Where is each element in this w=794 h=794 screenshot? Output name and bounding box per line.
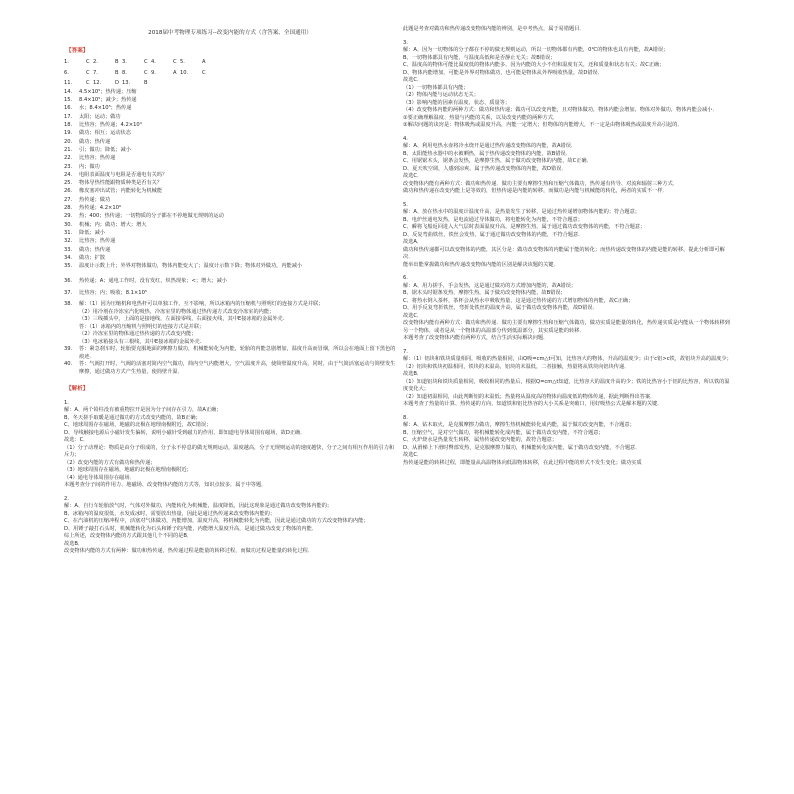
choice-answer: 5. A [180,59,206,66]
analysis-paragraph: （2）铝块和铁块初温相同，铁块的末温高，铝块的末温低，二者接触，热量将从铁块向铝块传递． [403,363,630,370]
answer-line [64,114,396,122]
answer-text: 8.4×10⁵；减少；热传递 [79,97,137,104]
analysis-paragraph: C、瞬将飞船返回进入大气层时表面温度升高，是摩擦生热，属于通过做功改变物体的内能，不符合题意； [403,224,646,230]
analysis-paragraph: 解：A、两个铅柱没有被重物拉开是因为分子间存在引力，故A正确； [64,407,222,414]
analysis-paragraph: B、冰箱内的温度很低，水发成冰时，需要放出热量，因此是通过热传递来改变物体内能的； [64,510,276,517]
answer-text: 水；8.4×10⁵；热传递 [79,105,132,112]
analysis-paragraph: D、夏天吹空调，人感到凉爽，属于热传递改变物体的内能，故D错误． [403,165,567,172]
answer-text: 物体导热性能跟物质种类是否有关？ [79,180,163,187]
analysis-paragraph: B、冬天搓手取暖是通过做功的方式改变内能的，故B正确； [64,414,201,421]
choice-row [64,68,396,78]
question-number: 2. [64,495,69,502]
fill-answers [64,89,396,272]
answer-number: 34. [64,254,73,261]
analysis-paragraph: 热传递是能的转移过程，即能量从高温物体向低温物体转移，在此过程中能的形式不发生变化；做功实质 [403,459,642,466]
answer-line [64,247,396,255]
answer-number: 17. [64,113,73,120]
question-number: 5. [403,201,408,208]
answer-number: 36. [64,278,73,285]
analysis-paragraph: （4）通电导体周围存在磁场． [64,474,135,481]
analysis-paragraph: 解：A、放在热水中的温度计温度升高，是热量发生了转移，是通过热传递增加物体内能的；符合题意； [403,209,640,215]
answer-paragraph [64,316,396,324]
question-number: 4. [403,135,408,142]
analysis-paragraph: （2）知道初温相同，由此判断铝的末温低；热量将从温度高的物体向温度低的物体传递，据此判断得出答案． [403,393,656,400]
answer-number: 32. [64,238,73,245]
essay-answers [64,278,396,376]
answer-paragraph [64,361,396,376]
analysis-paragraph: D、用手反复弯折铁丝，弯折处铁丝的温度升高，属于做功改变物体内能，故D错误． [403,305,598,311]
question-number: 1. [64,399,69,406]
answer-text: 降低；减小 [79,229,105,236]
analysis-paragraph: （2）改变内能的方式有做功和热传递； [64,459,156,466]
analysis-paragraph: 本题考查分子间的作用力、地磁场、改变物体内能的方式等，知识点较多，属于中等题． [64,482,267,489]
analysis-paragraph: B、太阳能热水器中的水被晒热，属于热传递改变物体的内能，故B错误． [403,150,571,157]
document-title: 2018届中考物理专项练习--改变内能的方式（含答案、全国通用） [148,30,312,36]
left-analysis [64,400,396,556]
choice-answer: 4. C [151,59,177,66]
analysis-paragraph: （1）知道铝块和铁块质量相同，吸收相同的热量后，根据Q=cm△t知道，比热容大的温度升高的少；铁的比热容小于铝的比热容，所以铁的温度变化大； [403,378,730,392]
analysis-paragraph: （3）影响内能的因素有温度、状态、质量等； [403,99,511,106]
answer-text: 热传递；做功 [79,196,111,203]
choice-answer: 11. C [64,79,90,86]
choice-answer: 12. D [93,79,119,86]
answer-number: 39. [64,346,73,353]
choice-answer: 10. C [180,69,206,76]
answer-number: 18. [64,122,73,129]
answer-text: （2）用冷剂在冷冻室汽化吸热，冷冻室里的物体通过热传递方式改变冷冻室的内能； [79,308,275,315]
answer-number: 15. [64,97,73,104]
answer-text: （3）三线插头中，上面的是接地线，左面接零线，右面接火线，其中E接冰箱的金属外壳. [79,316,285,323]
answer-line [64,238,396,246]
answer-paragraph [64,346,396,361]
question-number: 7. [403,348,408,355]
analysis-paragraph: 改变物体内能有两种方式：做功和热传递．做功主要有摩擦生热和压缩气体做功，热传递有传导、对流和辐射三种方式． [403,180,678,187]
answer-number [64,339,79,347]
answer-number: 16. [64,105,73,112]
analysis-paragraph: 改变物体内能有两种方式：做功和热传递．做功主要有摩擦生热和压缩气体做功，做功实质是能量的转化，热传递实质是内能从一个物体转移到另一个物体，或者是从一个物体的高温部分传到低温部分，其实质是能的转移． [403,320,730,334]
answer-line [64,188,396,196]
analysis-paragraph: C、火炉烧水是热量发生转移，属热传递改变内能的，故符合题意； [403,437,558,443]
analysis-paragraph: 故选C． [403,312,423,319]
analysis-paragraph: 做功和热传递都可以改变物体的内能，其区分是：做功改变物体的内能属于能的转化；而热传递改变物体的内能是能的转移，提此分析即可解决． [403,246,725,260]
answer-text: （2）冷冻室里的物体通过热传递的方式改变内能； [79,331,197,338]
analysis-paragraph: 改变物体内能的方式有两种：做功和热传递，热传递过程是能量的转移过程，而做功过程是能量的转化过程． [64,548,314,555]
question-number: 6. [403,275,408,281]
analysis-paragraph: 故选C． [403,77,423,83]
answer-text: 引；做功；降低；减小 [79,146,131,153]
answer-line [64,213,396,221]
analysis-paragraph: C、在汽油机的压缩冲程中，活塞对气体做功，内能增加，温度升高，将机械能转化为内能，因此是通过做功的方式改变物体的内能； [64,518,369,525]
answer-number [64,309,79,317]
choice-answers [64,58,396,89]
analysis-paragraph: 故选C． [403,173,423,179]
answer-text: 做功；相互；运动状态 [79,130,131,137]
answer-number [64,316,79,324]
analysis-paragraph: 故选B． [403,371,423,377]
answer-text: 比热容；热传递 [79,155,116,162]
answer-text: 比热容；热传递；4.2×10⁴ [79,122,142,129]
answer-number: 24. [64,171,73,178]
answer-line [64,130,396,138]
answer-text: 答：紧急刹车时，轮胎要克服地面的摩擦力做功，机械能转化为内能，轮胎的内能急剧增加，温度升高而冒烟，所以会在地面上留下黑色的痕迹． [79,346,396,360]
answer-paragraph [64,278,396,286]
answer-line [64,197,396,205]
choice-answer: 6. C [64,69,90,76]
analysis-paragraph: C、将热水倒入茶杯，茶杯会从热水中吸收热量，这是通过热传递的方式增加物体的内能，故C正确； [403,297,634,304]
answer-number: 35. [64,263,73,270]
answer-text: 机械；内；做功；增大；增大 [79,221,147,228]
answer-text: 太阳；运动；做功 [79,113,121,120]
analysis-paragraph: D、导线触接电源后小磁针发生偏转，说明小磁针受到磁力的作用，即知道电导体周围有磁场，故D正确． [64,429,306,436]
left-column [64,26,396,556]
analysis-paragraph: 解：A、自行车轮胎放气时，气体对外做功，内能转化为机械能，温度降低，因此这现象是通过做功改变物体内能的； [64,503,333,510]
answers-heading: 【答案】 [66,47,89,54]
answer-number: 31. [64,229,73,236]
analysis-paragraph: 此题是考查对做功和热传递改变物体内能的辨别，是中考热点，属于易错题目． [403,26,585,32]
choice-answer: 8. C [122,69,148,76]
analysis-paragraph: 解：（1）铝块和铁块质量相同，吸收的热量相同，由Q吸=cm△t可知，比热容大的物体，升高的温度少；由于c铝>c铁，故铝块升高的温度少； [403,356,732,362]
answer-line [64,105,396,113]
answer-line [64,222,396,230]
analysis-paragraph: （2）物体内能与运动状态无关； [403,92,479,98]
analysis-paragraph: D、用锤子敲打石头时，机械能转化为石头和锤子的内能，内能增大温度升高，是通过做功改变了物体的内能． [64,525,317,532]
analysis-paragraph: 能举出能掌握做功和热传递改变物体内能的区别是解决该题的关键． [403,261,559,268]
answer-number: 33. [64,246,73,253]
choice-answer: 7. B [93,69,119,76]
analysis-paragraph: D、反复弯曲铁丝，铁丝会发热，属于通过做功改变物体的内能，不符合题意． [403,231,584,238]
answer-number: 22. [64,155,73,162]
answer-text: 答：气阀打开时，气阀的活塞对简内空气做功，简内空气内能增大，空气温度升高，使简壁温度升高，同时，由于气简活塞运动与简壁发生摩擦，通过做功方式产生热量，使简壁升温． [79,361,396,375]
right-analysis [403,26,733,467]
analysis-paragraph: ①要正确理解温度、热量与内能的关系，以及改变内能的两种方式． [403,114,559,121]
answer-text: 答：（1）冰箱内的压缩机与照明灯的连接方式是并联； [79,323,205,330]
answer-number: 25. [64,180,73,187]
answer-paragraph [64,290,396,298]
question-number: 3. [403,39,408,46]
analysis-paragraph: （1）一切物体都具有内能； [403,84,469,91]
answer-paragraph [64,331,396,339]
answer-text: 温度计示数上升；外界对物体做功，物体内能变大了；温度计示数下降；物体对外做功，内能减小 [79,263,303,270]
answer-line [64,263,396,271]
analysis-paragraph: 本题考查了改变物体内能有两种方式，结合生活实际解决问题． [403,335,549,341]
analysis-paragraph: 解：A、钻木取火，是克服摩擦力做功，摩擦生热机械能转化成内能，属于做功改变内能，不合题意； [403,422,635,428]
answer-line [64,139,396,147]
answer-number: 29. [64,213,73,220]
answer-text: 比热容；内；吸收；8.1×10⁵ [79,289,147,296]
analysis-paragraph: B、锯木头时锯条发热，摩擦生热，属于做功改变物体内能，故B错误； [403,290,566,296]
answer-paragraph [64,301,396,309]
choice-row [64,79,396,89]
answer-number: 20. [64,138,73,145]
analysis-paragraph: C、地球周围存在磁场，地磁的北极在地理南极附近，故C错误； [64,422,212,429]
answer-line [64,230,396,238]
analysis-paragraph: C、温度高的物体可能比温度低的物体内能多，因为内能的大小不但和温度有关，还和质量和状态有关；故C正确； [403,62,665,68]
analysis-paragraph: 故选：C． [64,437,89,444]
analysis-paragraph: 做功和热传递在改变内能上是等效的，但热传递是内能的转移，而做功是内能与机械能的转化，两者的实质不一样． [403,188,668,194]
answer-number: 40. [64,361,73,368]
answer-number: 14. [64,88,73,95]
analysis-paragraph: 故选A． [403,239,423,245]
choice-answer: 3. C [122,59,148,66]
answer-text: 做功；热传递 [79,138,111,145]
choice-answer: 2. B [93,59,119,66]
analysis-paragraph: 解：A、因为一切物体的分子都在不停的做无规则运动，所以一切物体都有内能，0℃的物体也具有内能，故A错误； [403,47,669,53]
analysis-paragraph: D、物体内能增加，可能是外界对物体做功，也可能是物体从外界吸收热量，故D错误． [403,69,603,76]
answer-text: 热传递；A；通电工作时，没有发红，炽热现象；<；增大；减小 [79,278,227,285]
answer-number [64,331,79,339]
answer-number: 23. [64,163,73,170]
analysis-paragraph: 故选B． [64,540,84,547]
answer-number: 30. [64,221,73,228]
answer-line [64,155,396,163]
answer-number: 19. [64,130,73,137]
analysis-paragraph: 故选C． [403,452,423,458]
analysis-heading: 【解析】 [66,386,89,393]
analysis-paragraph: （1）分子动理论：物质是由分子组成的，分子永不停息的做无规则运动，温度越高，分子无规则运动的速度越快，分子之间有相互作用的引力和斥力； [64,444,395,459]
answer-number [64,324,79,332]
analysis-paragraph: D、从滑梯上下滑时臀部发热，是克服摩擦力做功，机械能转化成内能，属于做功改变内能，不合题意． [403,444,641,451]
analysis-paragraph: （3）地球周围存在磁场，地磁的北极在地理南极附近； [64,467,192,474]
analysis-paragraph: 解：A、利用电热水壶将冷水烧开是通过热传递改变物体的内能，故A错误． [403,143,577,149]
analysis-paragraph: （4）改变物体内能的两种方式：做功和热传递；做功可以改变内能，且对物体做功，物体内能会增加，物体对外做功，物体内能会减小． [403,107,718,113]
answer-text: 4.5×10⁵；热传递；压缩 [79,88,137,95]
choice-answer: 9. A [151,69,177,76]
answer-number: 38. [64,301,73,308]
answer-number: 27. [64,196,73,203]
answer-text: （3）电冰箱接头有三根线，其中E接冰箱的金属外壳. [79,338,202,345]
answer-line [64,89,396,97]
answer-text: 橡皮塞冲出试管；内能转化为机械能 [79,188,163,195]
answer-text: 电阻表面温度与电阻是否通电有关吗？ [79,171,168,178]
answer-text: 解：（1）因为压缩机和电热杆可以单独工作，互不影响，所以冰箱内的压缩机与照明灯的连接方式是并联； [79,301,324,308]
answer-text: 内；做功 [79,163,100,170]
choice-answer: 1. C [64,59,90,66]
analysis-paragraph: B、压缩空气，是对空气做功，将机械能转化成内能，属于做功改变内能，不符合题意； [403,429,604,436]
question-number: 8. [403,414,408,421]
analysis-paragraph: B、一切物体都具有内能，与温度高低和是否静止无关；故B错误； [403,54,556,61]
answer-text: 做功；扩散 [79,254,105,261]
analysis-paragraph: 综上所述，改变物体内能的方式跟其他几个不同的是B． [64,533,193,540]
choice-answer: 13. B [122,79,148,86]
analysis-paragraph: 本题考查了热量的计算、热传递的方向，知道铁和铝比热容的大小关系是突破口，用好吸热公式是解本题的关键． [403,401,663,407]
answer-text: 做功；热传递 [79,246,111,253]
answer-number: 37. [64,289,73,296]
answer-text: 比热容；热传递 [79,238,116,245]
answer-line [64,172,396,180]
answer-number: 28. [64,205,73,212]
answer-number: 26. [64,188,73,195]
analysis-paragraph: ②解决问题的诀窍是：物体吸热或温度升高，内能一定增大；但物体的内能增大，不一定是由物体吸热或温度升高引起的． [403,122,683,128]
answer-number: 21. [64,146,73,153]
analysis-paragraph: B、电炉丝通电发热，是电流通过导体做功，将电能转化为内能，不符合题意； [403,216,583,223]
choice-row [64,58,396,68]
answer-line [64,164,396,172]
analysis-paragraph: 解：A、用力搓手，手会发热，这是通过做功的方式增加内能的，故A错误； [403,282,577,289]
answer-line [64,255,396,263]
answer-text: 热；400；热传递；一切物质的分子都在不停地做无规则的运动 [79,213,224,220]
analysis-paragraph: C、用锯锯木头，锯条会发热，是摩擦生热，属于做功改变物体的内能，故C正确． [403,158,592,164]
right-column [403,26,733,467]
answer-text: 热传递；4.2×10⁶ [79,205,122,212]
